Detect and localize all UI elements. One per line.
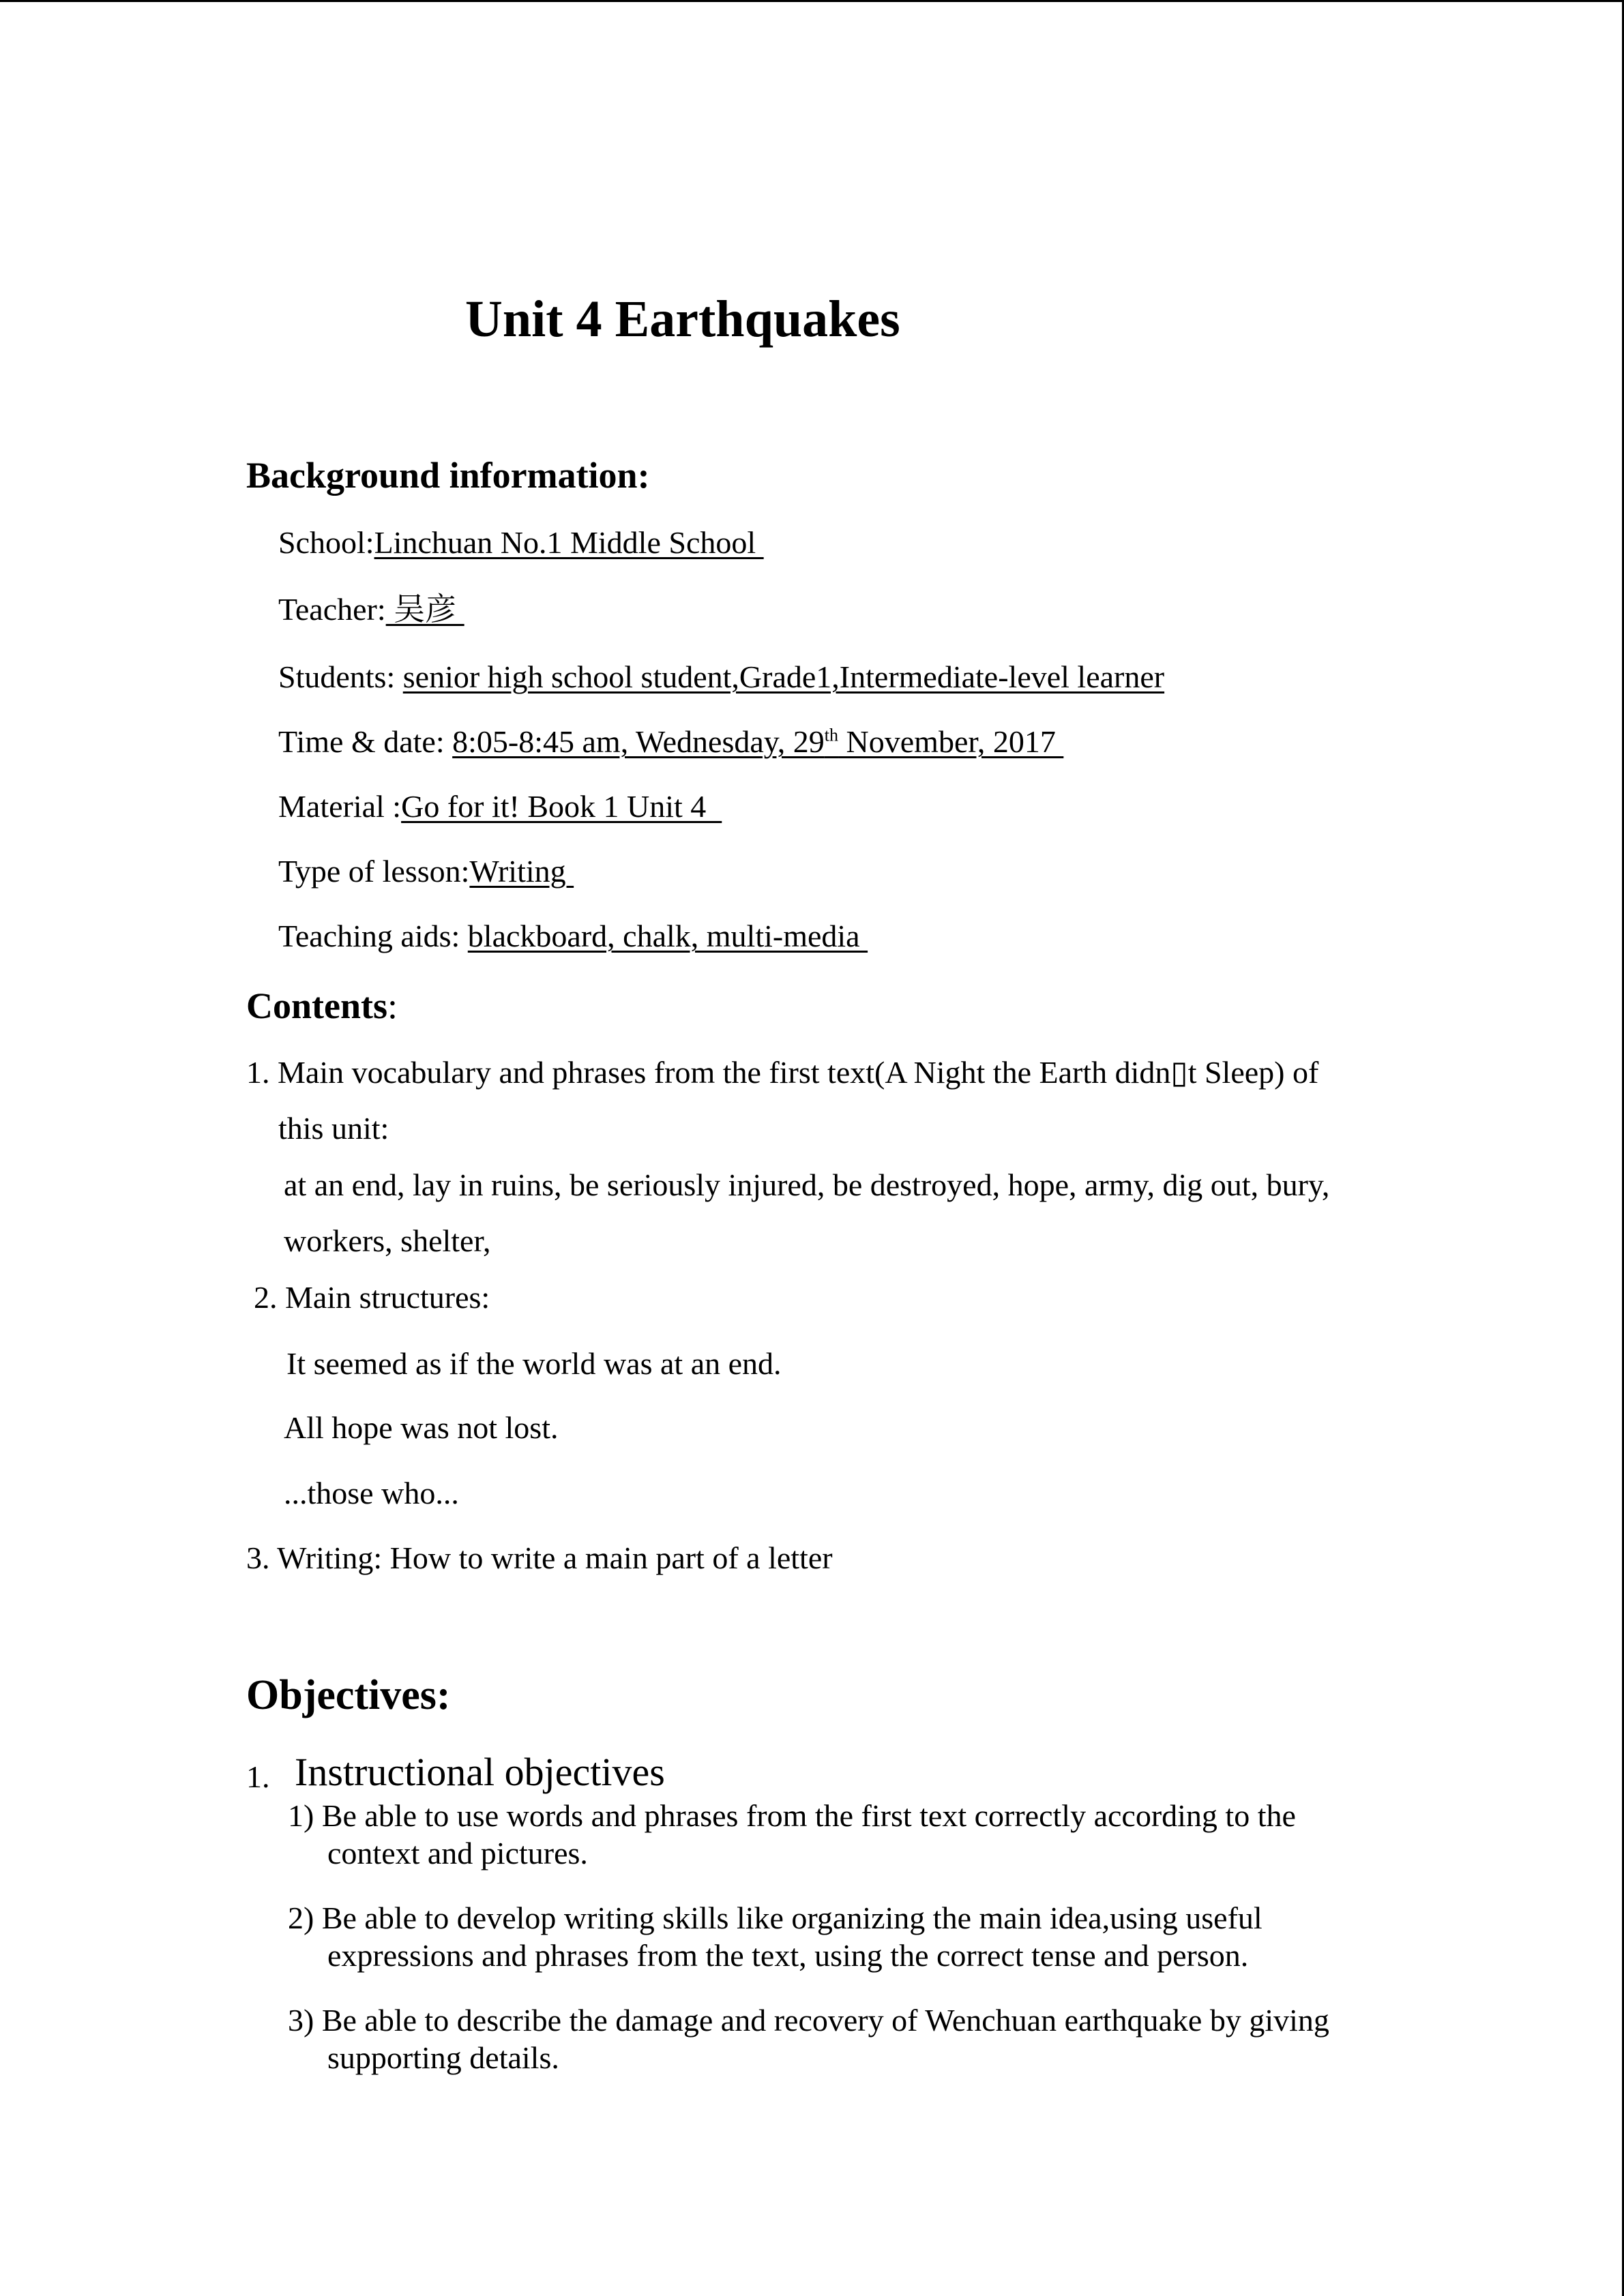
contents-item-1-cont: this unit: [278,1111,389,1146]
lesson-type-value: Writing [469,854,574,889]
contents-item-3: 3. Writing: How to write a main part of a letter [246,1540,833,1575]
objective-item-1-label: Instructional objectives [295,1750,665,1794]
time-label: Time & date: [278,724,453,759]
vocab-line-1: at an end, lay in ruins, be seriously injured, be destroyed, hope, army, dig out, bury, [284,1167,1330,1202]
teacher-label: Teacher: [278,592,386,627]
material-label: Material : [278,789,402,824]
school-label: School: [278,525,374,560]
teaching-aids-label: Teaching aids: [278,919,468,953]
page-border-top [0,0,1624,2]
objective-2-line-1: 2) Be able to develop writing skills like organizing the main idea,using useful [288,1900,1263,1935]
objectives-heading: Objectives: [246,1672,451,1718]
school-line [278,527,764,558]
contents-heading: Contents: [246,985,398,1026]
lesson-type-line [278,856,574,887]
students-line [278,661,1164,693]
structure-1: It seemed as if the world was at an end. [286,1346,782,1381]
objective-item-1-number: 1. [246,1759,270,1794]
objective-2-line-2: expressions and phrases from the text, using the correct tense and person. [327,1938,1249,1973]
teacher-line [278,594,464,625]
vocab-line-2: workers, shelter, [284,1223,491,1258]
lesson-type-label: Type of lesson: [278,854,470,889]
students-label: Students: [278,659,403,694]
objective-3-line-2: supporting details. [327,2040,559,2075]
school-value: Linchuan No.1 Middle School [374,525,764,560]
time-value: 8:05-8:45 am, Wednesday, 29th November, 2017 [452,724,1064,759]
objective-1-line-2: context and pictures. [327,1836,588,1870]
structure-2: All hope was not lost. [284,1410,559,1445]
contents-item-2: 2. Main structures: [254,1280,490,1315]
material-value: Go for it! Book 1 Unit 4 [401,789,722,824]
teaching-aids-line [278,921,868,952]
objective-1-line-1: 1) Be able to use words and phrases from the first text correctly according to the [288,1798,1296,1833]
objective-3-line-1: 3) Be able to describe the damage and recovery of Wenchuan earthquake by giving [288,2003,1329,2038]
page-title: Unit 4 Earthquakes [465,290,900,348]
structure-3: ...those who... [284,1476,459,1510]
material-line [278,791,722,822]
time-line [278,726,1063,758]
teaching-aids-value: blackboard, chalk, multi-media [467,919,868,953]
students-value: senior high school student,Grade1,Intermediate-level learner [402,659,1165,694]
background-heading: Background information: [246,455,650,496]
contents-item-1: 1. Main vocabulary and phrases from the first text(A Night the Earth didn▯t Sleep) of [246,1055,1319,1090]
teacher-value: 吴彦 [385,592,464,627]
